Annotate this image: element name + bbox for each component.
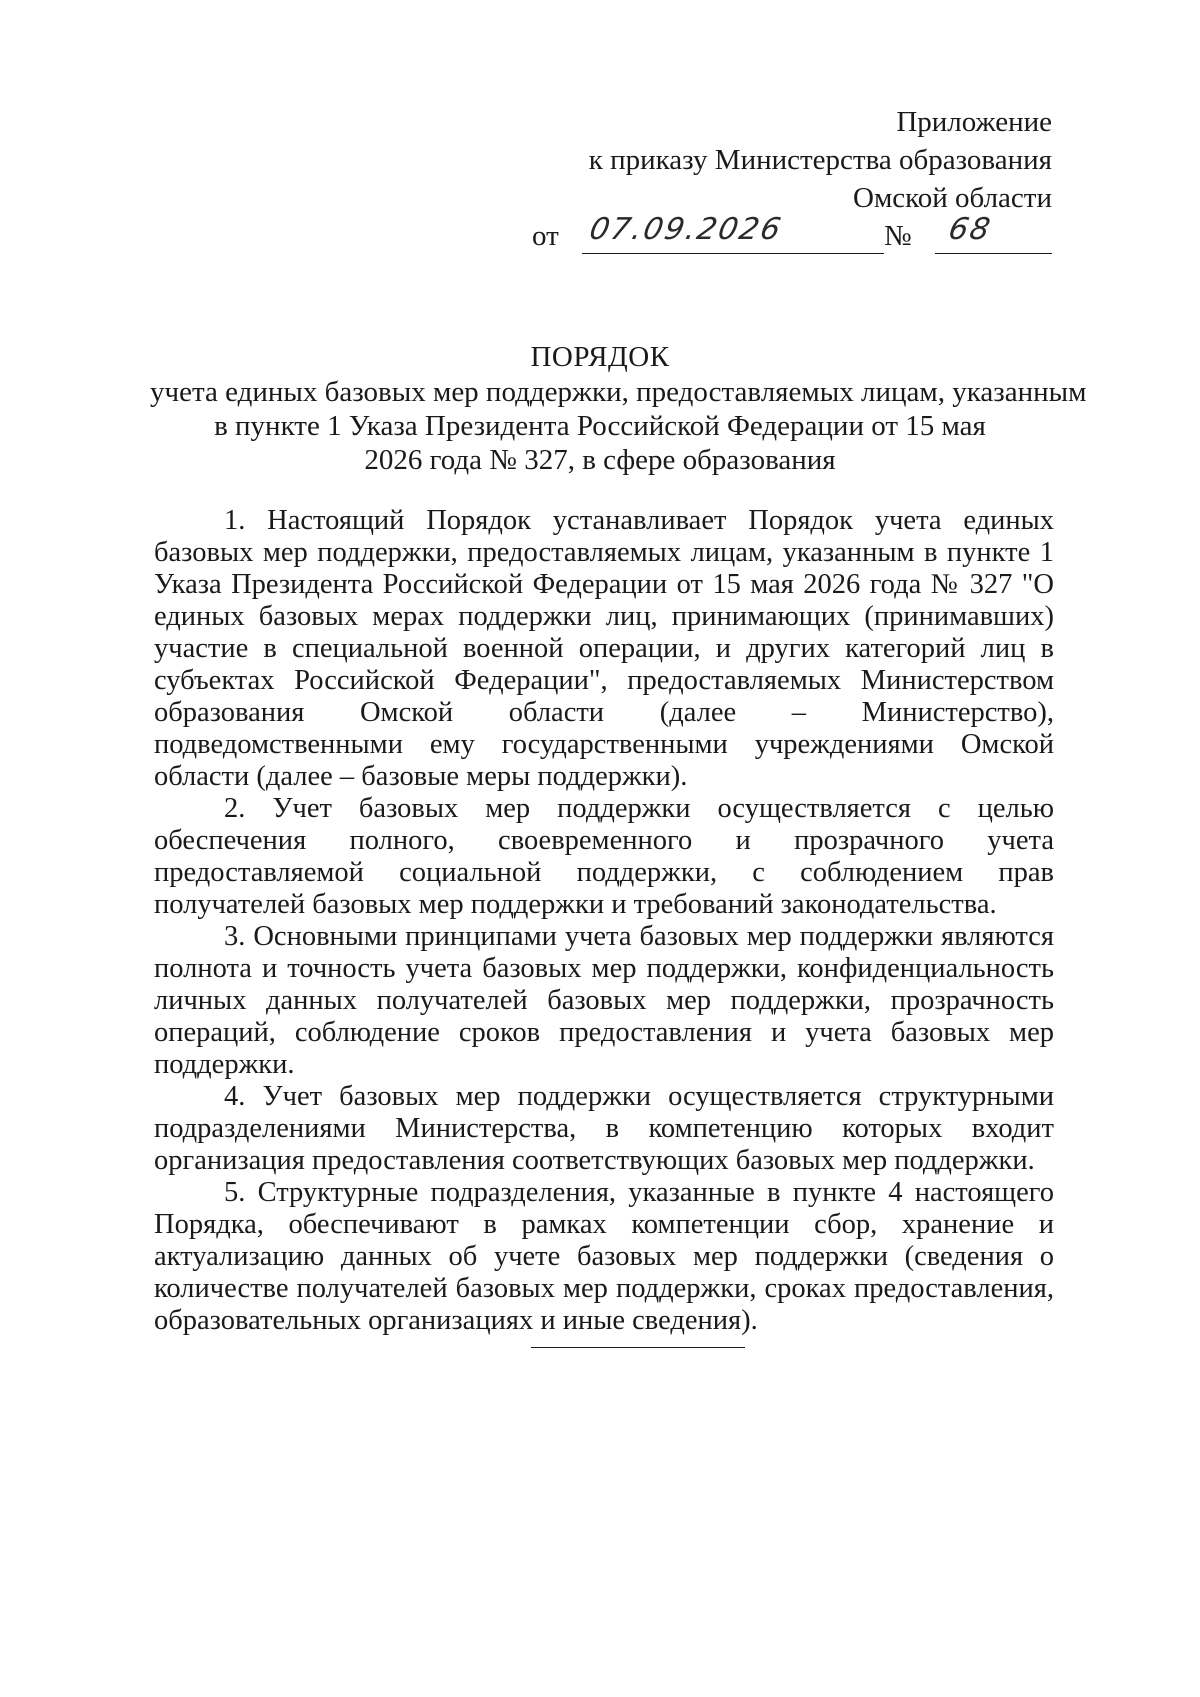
number-field (935, 212, 1052, 254)
document-body (154, 505, 1054, 1337)
order-date-number-line (532, 212, 1052, 255)
region-name: Омской области (853, 182, 1052, 214)
subtitle-line: учета единых базовых мер поддержки, предоставляемых лицам, указанным (150, 376, 1087, 408)
date-field (582, 212, 884, 254)
subtitle-line: в пункте 1 Указа Президента Российской Федерации от 15 мая (214, 410, 986, 442)
paragraph-1: 1. Настоящий Порядок устанавливает Порядок учета единых базовых мер поддержки, предоставляемых лицам, указанным в пункте 1 Указа Президента Российской Федерации от 15 мая 2026 года № 327 "О единых базовых мерах поддержки лиц, принимающих (принимавших) участие в специальной военной операции, и других категорий лиц в субъектах Российской Федерации", предоставляемых Министерством образования Омской области (далее – Министерство), подведомственными ему государственными учреждениями Омской области (далее – базовые меры поддержки). (154, 505, 1054, 792)
paragraph-2: 2. Учет базовых мер поддержки осуществляется с целью обеспечения полного, своевременного и прозрачного учета предоставляемой социальной поддержки, с соблюдением прав получателей базовых мер поддержки и требований законодательства. (154, 793, 1054, 920)
number-prefix: № (884, 220, 912, 252)
document-title: ПОРЯДОК (530, 341, 670, 373)
appendix-header (532, 103, 1052, 255)
document-title-block (150, 340, 1087, 477)
paragraph-5: 5. Структурные подразделения, указанные в пункте 4 настоящего Порядка, обеспечивают в рамках компетенции сбор, хранение и актуализацию данных об учете базовых мер поддержки (сведения о количестве получателей базовых мер поддержки, сроках предоставления, образовательных организациях и иные сведения). (154, 1177, 1054, 1336)
date-prefix: от (532, 220, 559, 252)
subtitle-line: 2026 года № 327, в сфере образования (364, 444, 836, 476)
handwritten-number: 68 (945, 212, 996, 247)
appendix-label: Приложение (896, 106, 1052, 138)
paragraph-4: 4. Учет базовых мер поддержки осуществляется структурными подразделениями Министерства, в компетенцию которых входит организация предоставления соответствующих базовых мер поддержки. (154, 1081, 1054, 1176)
order-reference: к приказу Министерства образования (588, 144, 1052, 176)
end-divider (531, 1347, 745, 1348)
handwritten-date: 07.09.2026 (586, 212, 786, 247)
paragraph-3: 3. Основными принципами учета базовых мер поддержки являются полнота и точность учета базовых мер поддержки, конфиденциальность личных данных получателей базовых мер поддержки, прозрачность операций, соблюдение сроков предоставления и учета базовых мер поддержки. (154, 921, 1054, 1080)
